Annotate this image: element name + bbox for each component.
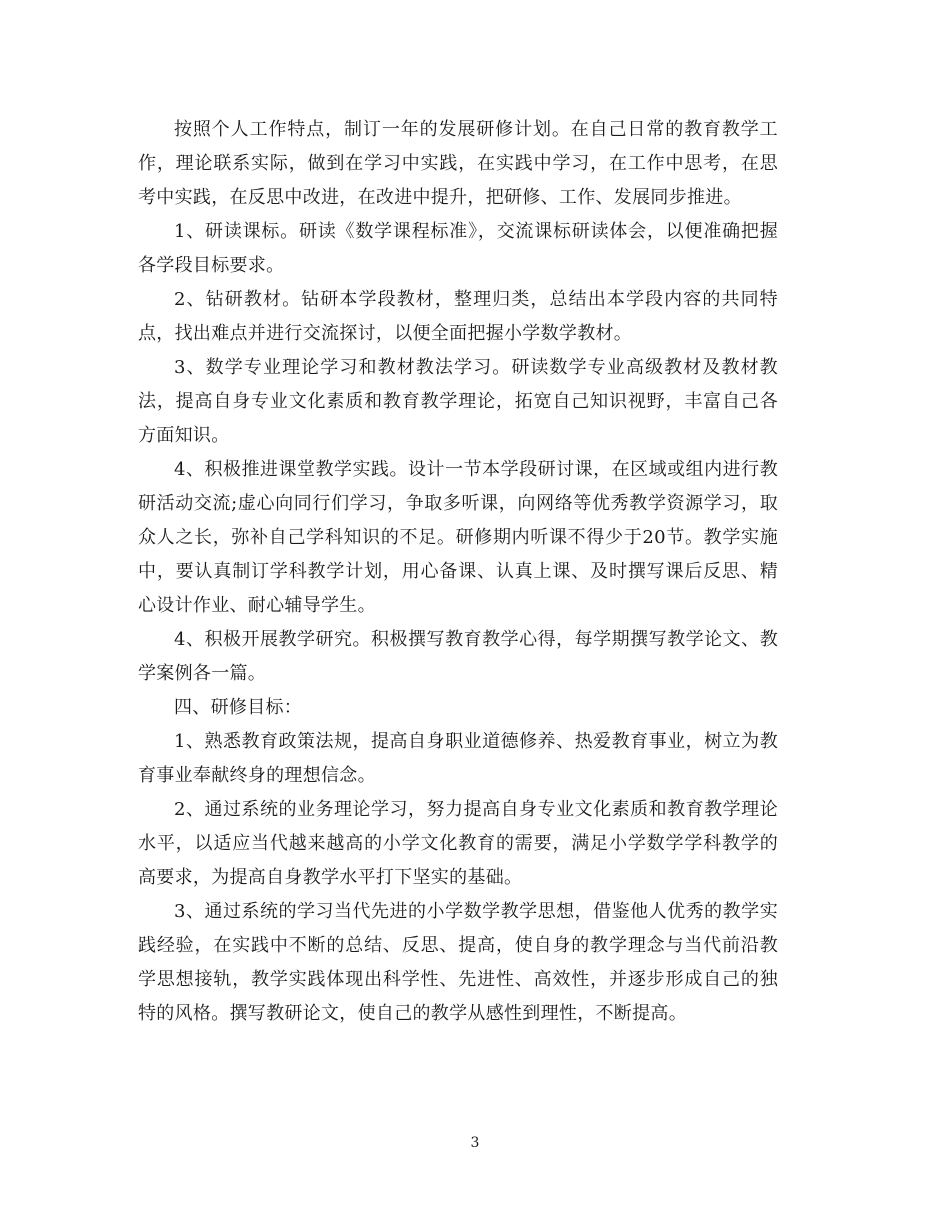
paragraph-study-curriculum-standards: 1、研读课标。研读《数学课程标准》，交流课标研读体会，以便准确把握各学段目标要求。 — [138, 221, 778, 276]
paragraph-study-textbooks: 2、钻研教材。钻研本学段教材，整理归类，总结出本学段内容的共同特点，找出难点并进行交流探讨，以便全面把握小学数学教材。 — [138, 289, 778, 344]
section-heading-goals: 四、研修目标： — [174, 697, 303, 718]
paragraph-goal-1: 1、熟悉教育政策法规，提高自身职业道德修养、热爱教育事业，树立为教育事业奉献终身的理想信念。 — [138, 731, 778, 786]
paragraph-teaching-research: 4、积极开展教学研究。积极撰写教育教学心得，每学期撰写教学论文、教学案例各一篇。 — [138, 629, 778, 684]
paragraph-classroom-practice: 4、积极推进课堂教学实践。设计一节本学段研讨课，在区域或组内进行教研活动交流;虚心向同行们学习，争取多听课，向网络等优秀教学资源学习，取众人之长，弥补自己学科知识的不足。研修期内听课不得少于20节。教学实施中，要认真制订学科教学计划，用心备课、认真上课、及时撰写课后反思、精心设计作业、耐心辅导学生。 — [138, 459, 778, 616]
paragraph-theory-learning: 3、数学专业理论学习和教材教法学习。研读数学专业高级教材及教材教法，提高自身专业文化素质和教育教学理论，拓宽自己知识视野，丰富自己各方面知识。 — [138, 357, 778, 446]
paragraph-goal-2: 2、通过系统的业务理论学习，努力提高自身专业文化素质和教育教学理论水平，以适应当代越来越高的小学文化教育的需要，满足小学数学学科教学的高要求，为提高自身教学水平打下坚实的基础。 — [138, 799, 778, 888]
paragraph-intro: 按照个人工作特点，制订一年的发展研修计划。在自己日常的教育教学工作，理论联系实际，做到在学习中实践，在实践中学习，在工作中思考，在思考中实践，在反思中改进，在改进中提升，把研修、工作、发展同步推进。 — [138, 119, 778, 208]
page-number: 3 — [470, 1135, 480, 1151]
paragraph-goal-3: 3、通过系统的学习当代先进的小学数学教学思想，借鉴他人优秀的教学实践经验，在实践中不断的总结、反思、提高，使自身的教学理念与当代前沿教学思想接轨，教学实践体现出科学性、先进性、高效性，并逐步形成自己的独特的风格。撰写教研论文，使自己的教学从感性到理性，不断提高。 — [138, 901, 778, 1024]
document-body — [138, 113, 778, 1031]
